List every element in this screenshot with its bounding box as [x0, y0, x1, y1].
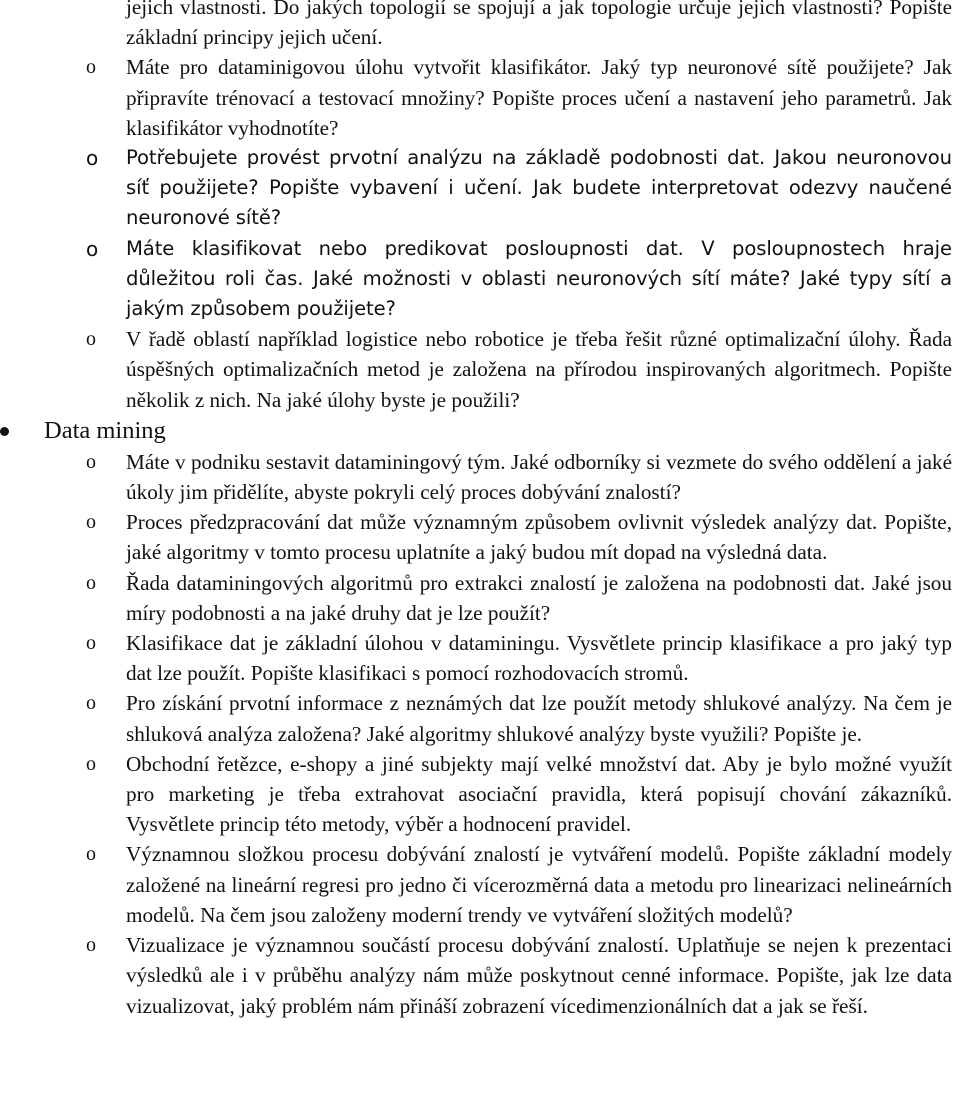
list-item: [0, 52, 960, 143]
section-heading: [0, 415, 960, 447]
list-item-text: Řada dataminingových algoritmů pro extrakci znalostí je založena na podobnosti dat. Jaké jsou míry podobnosti a na jaké druhy dat je lze použít?: [126, 570, 952, 625]
circle-bullet-icon: o: [86, 236, 99, 261]
circle-bullet-icon: o: [86, 843, 96, 866]
circle-bullet-icon: o: [86, 450, 96, 473]
circle-bullet-icon: o: [86, 632, 96, 655]
list-item-text: Obchodní řetězce, e-shopy a jiné subjekty mají velké množství dat. Aby je bylo možné využít pro marketing je třeba extrahovat asociační pravidla, která popisují chování zákazníků. Vysvětlete princip této metody, výběr a hodnocení pravidel.: [126, 751, 952, 837]
list-item-text: Proces předzpracování dat může významným způsobem ovlivnit výsledek analýzy dat. Popište, jaké algoritmy v tomto procesu uplatníte a jaký budou mít dopad na výsledná data.: [126, 510, 952, 565]
list-item: [0, 507, 960, 567]
list-item-text: Klasifikace dat je základní úlohou v dataminingu. Vysvětlete princip klasifikace a pro jaký typ dat lze použít. Popište klasifikaci s pomocí rozhodovacích stromů.: [126, 631, 952, 686]
list-item: [0, 568, 960, 628]
list-item: [0, 324, 960, 415]
filled-bullet-icon: [0, 427, 9, 436]
list-item: [0, 839, 960, 930]
list-item: [0, 143, 960, 234]
circle-bullet-icon: o: [86, 934, 96, 957]
list-item-text: V řadě oblastí například logistice nebo robotice je třeba řešit různé optimalizační úlohy. Řada úspěšných optimalizačních metod je založena na přírodou inspirovaných algoritmech. Popište několik z nich. Na jaké úlohy byste je použili?: [126, 327, 952, 412]
circle-bullet-icon: o: [86, 571, 96, 594]
list-item: [0, 930, 960, 1021]
circle-bullet-icon: o: [86, 328, 96, 351]
list-item: [0, 447, 960, 507]
list-item: [0, 628, 960, 688]
list-item-text: Máte pro dataminigovou úlohu vytvořit klasifikátor. Jaký typ neuronové sítě použijete? Jak připravíte trénovací a testovací množiny? Popište proces učení a nastavení jeho parametrů. Jak klasifikátor vyhodnotíte?: [126, 55, 952, 140]
list-item-text: Vizualizace je významnou součástí procesu dobývání znalostí. Uplatňuje se nejen k prezentaci výsledků ale i v průběhu analýzy nám může poskytnout cenné informace. Popište, jak lze data vizualizovat, jaký problém nám přináší zobrazení vícedimenzionálních dat a jak se řeší.: [126, 933, 952, 1018]
continuation-text: jejich vlastnosti. Do jakých topologií se spojují a jak topologie určuje jejich vlastnosti? Popište základní principy jejich učení.: [126, 0, 952, 50]
list-item: [0, 688, 960, 748]
data-mining-questions: [0, 447, 960, 1021]
list-item-text: Pro získání prvotní informace z neznámých dat lze použít metody shlukové analýzy. Na čem je shluková analýza založena? Jaké algoritmy shlukové analýzy byste využili? Popište je.: [126, 691, 952, 746]
continuation-paragraph: [0, 0, 960, 52]
list-item: [0, 234, 960, 325]
list-item-text: Máte v podniku sestavit dataminingový tým. Jaké odborníky si vezmete do svého oddělení a jaké úkoly jim přidělíte, abyste pokryli celý proces dobývání znalostí?: [126, 449, 952, 505]
circle-bullet-icon: o: [86, 56, 96, 79]
section-title: Data mining: [44, 416, 166, 444]
list-item-text: Významnou složkou procesu dobývání znalostí je vytváření modelů. Popište základní modely založené na lineární regresi pro jedno či vícerozměrná data a metodu pro linearizaci nelineárních modelů. Na čem jsou založeny moderní trendy ve vytváření složitých modelů?: [126, 842, 952, 927]
neural-network-questions: [0, 0, 960, 415]
circle-bullet-icon: o: [86, 752, 96, 775]
list-item-text: Máte klasifikovat nebo predikovat posloupnosti dat. V posloupnostech hraje důležitou roli čas. Jaké možnosti v oblasti neuronových sítí máte? Jaké typy sítí a jakým způsobem použijete?: [126, 236, 952, 321]
list-item-text: Potřebujete provést prvotní analýzu na základě podobnosti dat. Jakou neuronovou síť použijete? Popište vybavení i učení. Jak budete interpretovat odezvy naučené neuronové sítě?: [126, 146, 952, 230]
circle-bullet-icon: o: [86, 692, 96, 715]
circle-bullet-icon: o: [86, 146, 99, 171]
list-item: [0, 749, 960, 840]
circle-bullet-icon: o: [86, 511, 96, 534]
